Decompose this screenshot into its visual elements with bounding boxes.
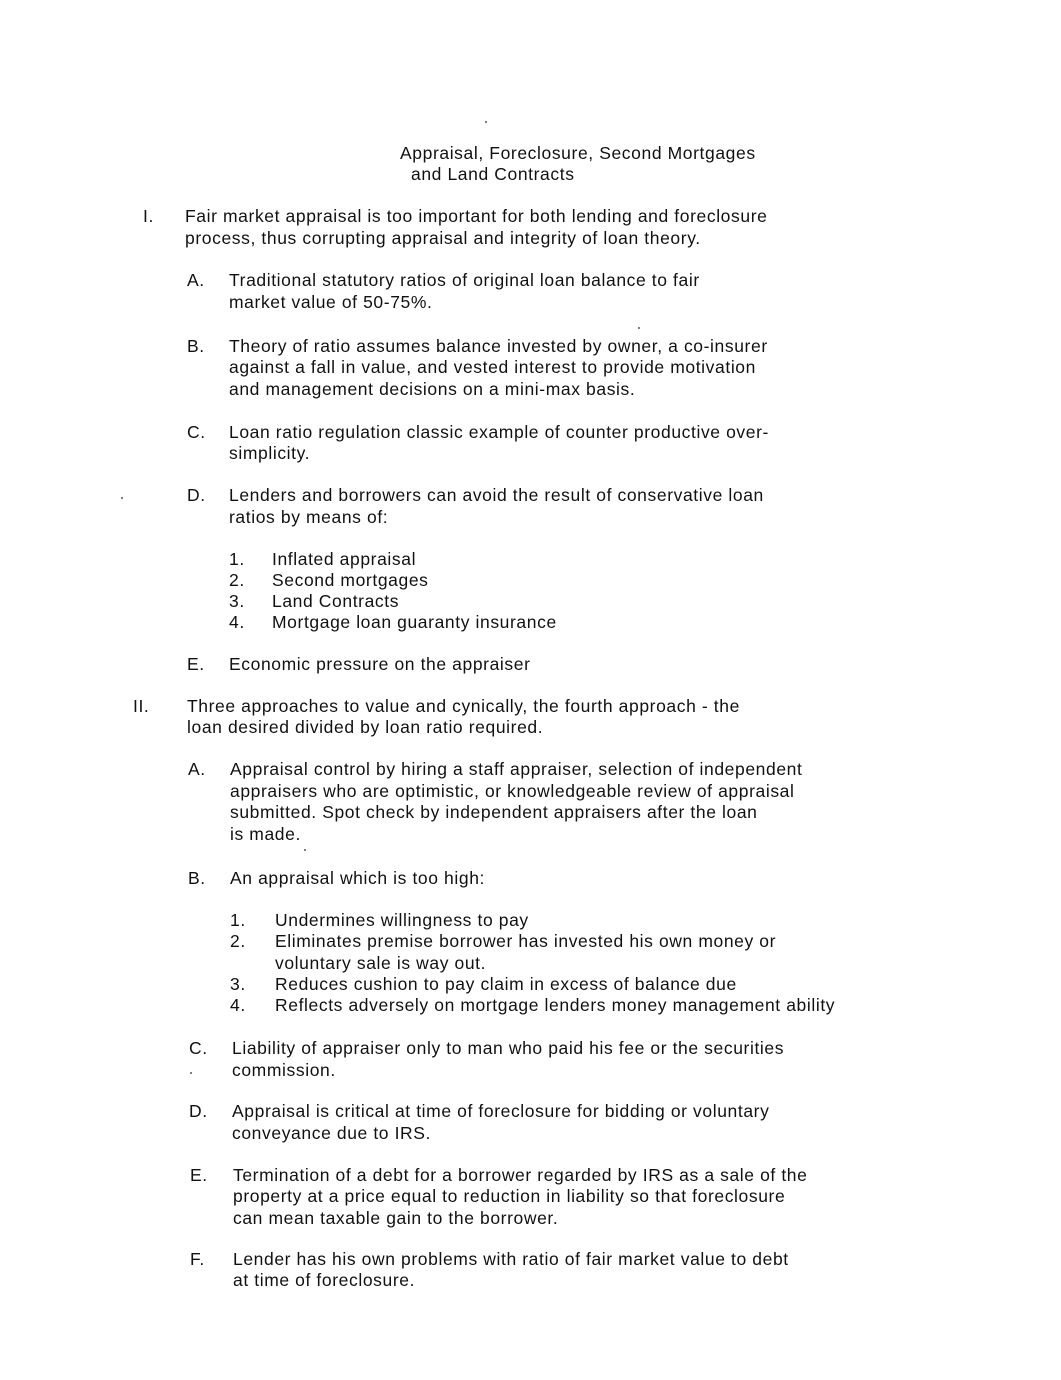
section-text-line: Fair market appraisal is too important for both lending and foreclosure	[185, 206, 768, 226]
section-marker: II.	[133, 696, 150, 716]
item-marker: A.	[187, 270, 205, 290]
item-text-line: Appraisal control by hiring a staff appraiser, selection of independent	[230, 759, 803, 779]
item-marker: D.	[189, 1101, 208, 1121]
item-text-line: Traditional statutory ratios of original loan balance to fair	[229, 270, 700, 290]
item-marker: A.	[188, 759, 206, 779]
section-text-line: Three approaches to value and cynically, the fourth approach - the	[187, 696, 740, 716]
scan-speck	[485, 121, 487, 123]
item-marker: B.	[188, 868, 206, 888]
item-marker: E.	[187, 654, 205, 674]
item-text-line: at time of foreclosure.	[233, 1270, 416, 1290]
item-marker: E.	[190, 1165, 208, 1185]
item-marker: F.	[190, 1249, 205, 1269]
subitem-marker: 2.	[229, 570, 245, 590]
item-text-line: can mean taxable gain to the borrower.	[233, 1208, 559, 1228]
scan-speck	[638, 327, 640, 329]
subitem-marker: 2.	[230, 931, 246, 951]
subitem-marker: 4.	[230, 995, 246, 1015]
item-text-line: Appraisal is critical at time of foreclosure for bidding or voluntary	[232, 1101, 770, 1121]
subitem-text-line: Inflated appraisal	[272, 549, 417, 569]
scan-speck	[121, 497, 123, 499]
section-text-line: process, thus corrupting appraisal and integrity of loan theory.	[185, 228, 701, 248]
subitem-text-line: Reduces cushion to pay claim in excess of balance due	[275, 974, 737, 994]
item-text-line: An appraisal which is too high:	[230, 868, 485, 888]
item-text-line: Lenders and borrowers can avoid the result of conservative loan	[229, 485, 764, 505]
item-text-line: conveyance due to IRS.	[232, 1123, 432, 1143]
item-marker: D.	[187, 485, 206, 505]
subitem-marker: 3.	[229, 591, 245, 611]
subitem-text-line: voluntary sale is way out.	[275, 953, 487, 973]
item-text-line: is made.	[230, 824, 301, 844]
subitem-text-line: Reflects adversely on mortgage lenders money management ability	[275, 995, 836, 1015]
subitem-text-line: Land Contracts	[272, 591, 400, 611]
item-text-line: appraisers who are optimistic, or knowledgeable review of appraisal	[230, 781, 795, 801]
item-marker: B.	[187, 336, 205, 356]
item-text-line: Loan ratio regulation classic example of counter productive over-	[229, 422, 769, 442]
subitem-text-line: Mortgage loan guaranty insurance	[272, 612, 557, 632]
subitem-marker: 3.	[230, 974, 246, 994]
item-text-line: market value of 50-75%.	[229, 292, 433, 312]
section-marker: I.	[143, 206, 154, 226]
item-text-line: Lender has his own problems with ratio of fair market value to debt	[233, 1249, 789, 1269]
item-text-line: Economic pressure on the appraiser	[229, 654, 531, 674]
item-text-line: commission.	[232, 1060, 336, 1080]
item-marker: C.	[189, 1038, 208, 1058]
subitem-marker: 1.	[230, 910, 246, 930]
item-text-line: Liability of appraiser only to man who paid his fee or the securities	[232, 1038, 785, 1058]
item-marker: C.	[187, 422, 206, 442]
title-line-2: and Land Contracts	[411, 164, 575, 184]
item-text-line: Theory of ratio assumes balance invested by owner, a co-insurer	[229, 336, 768, 356]
title-line-1: Appraisal, Foreclosure, Second Mortgages	[400, 143, 756, 163]
section-text-line: loan desired divided by loan ratio required.	[187, 717, 544, 737]
document-title	[400, 143, 756, 185]
subitem-text-line: Undermines willingness to pay	[275, 910, 529, 930]
subitem-marker: 4.	[229, 612, 245, 632]
item-text-line: ratios by means of:	[229, 507, 389, 527]
scan-speck	[190, 1072, 192, 1074]
item-text-line: property at a price equal to reduction in liability so that foreclosure	[233, 1186, 786, 1206]
item-text-line: against a fall in value, and vested interest to provide motivation	[229, 357, 756, 377]
subitem-text-line: Second mortgages	[272, 570, 429, 590]
item-text-line: simplicity.	[229, 443, 311, 463]
item-text-line: and management decisions on a mini-max basis.	[229, 379, 636, 399]
scan-speck	[304, 849, 306, 851]
subitem-marker: 1.	[229, 549, 245, 569]
item-text-line: Termination of a debt for a borrower regarded by IRS as a sale of the	[233, 1165, 808, 1185]
subitem-text-line: Eliminates premise borrower has invested his own money or	[275, 931, 777, 951]
item-text-line: submitted. Spot check by independent appraisers after the loan	[230, 802, 758, 822]
